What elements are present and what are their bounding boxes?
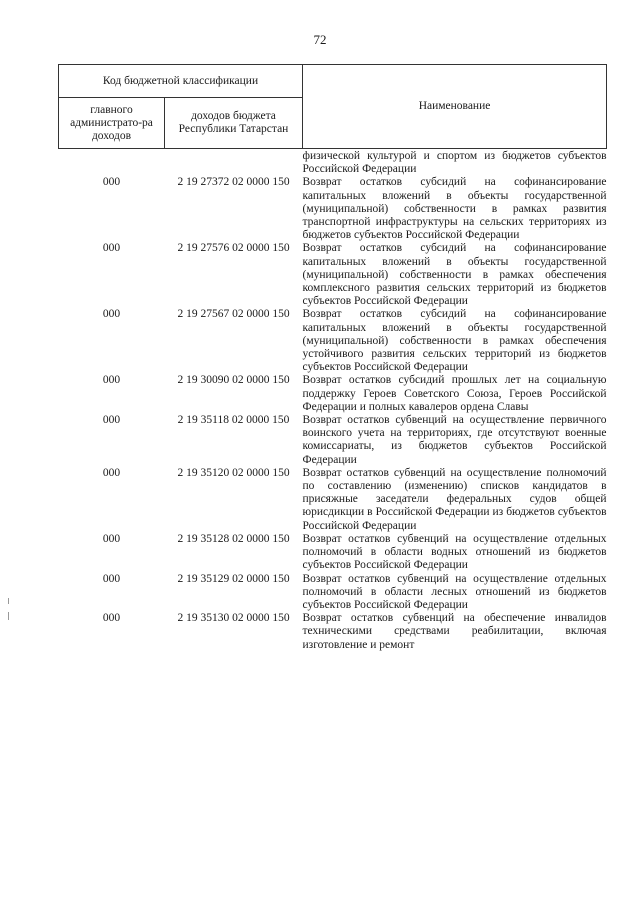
scan-margin-mark <box>8 598 9 604</box>
table-row <box>59 414 607 467</box>
admin-code-cell: 000 <box>102 308 121 321</box>
income-code-cell: 2 19 27372 02 0000 150 <box>177 176 290 189</box>
scan-margin-mark <box>8 612 9 620</box>
code-group-header: Код бюджетной классификации <box>59 65 303 98</box>
table-row <box>59 533 607 573</box>
income-code-cell: 2 19 35130 02 0000 150 <box>177 612 290 625</box>
admin-code-cell: 000 <box>102 176 121 189</box>
admin-code-cell: 000 <box>102 612 121 625</box>
table-row <box>59 242 607 308</box>
name-cell: Возврат остатков субвенций на осуществление первичного воинского учета на территориях, где отсутствуют военные комиссариаты, из бюджетов субъектов Российской Федерации <box>302 414 607 466</box>
table-row <box>59 467 607 533</box>
admin-code-cell: 000 <box>102 572 121 585</box>
table-row <box>59 612 607 652</box>
name-cell: Возврат остатков субсидий на софинансирование капитальных вложений в объекты государственной (муниципальной) собственности в рамках обеспечения устойчивого развития сельских территорий из бюджетов субъектов Российской Федерации <box>302 308 607 374</box>
admin-code-cell <box>59 149 165 177</box>
name-cell: физической культурой и спортом из бюджетов субъектов Российской Федерации <box>302 150 607 176</box>
table-row <box>59 308 607 374</box>
name-cell: Возврат остатков субвенций на осуществление отдельных полномочий в области лесных отношений из бюджетов субъектов Российской Федерации <box>302 572 607 611</box>
page-number: 72 <box>313 32 327 47</box>
name-column-header: Наименование <box>303 65 607 149</box>
income-code-cell: 2 19 35118 02 0000 150 <box>177 414 290 427</box>
admin-code-cell: 000 <box>102 532 121 545</box>
admin-code-cell: 000 <box>102 374 121 387</box>
name-cell: Возврат остатков субсидий прошлых лет на социальную поддержку Героев Советского Союза, Героев Российской Федерации и полных кавалеров ордена Славы <box>302 374 607 413</box>
income-code-cell <box>165 149 303 177</box>
name-cell: Возврат остатков субвенций на осуществление полномочий по составлению (изменению) списков кандидатов в присяжные заседатели федеральных судов общей юрисдикции в Российской Федерации из бюджетов субъектов Российской Федерации <box>302 466 607 532</box>
admin-code-cell: 000 <box>102 242 121 255</box>
name-cell: Возврат остатков субвенций на осуществление отдельных полномочий в области водных отношений из бюджетов субъектов Российской Федерации <box>302 532 607 572</box>
name-cell: Возврат остатков субсидий на софинансирование капитальных вложений в объекты государственной (муниципальной) собственности в рамках обеспечения комплексного развития сельских территорий из бюджетов субъектов Российской Федерации <box>302 242 607 308</box>
income-column-header: доходов бюджета Республики Татарстан <box>165 98 303 149</box>
name-cell: Возврат остатков субвенций на обеспечение инвалидов техническими средствами реабилитации, включая изготовление и ремонт <box>302 612 607 651</box>
income-code-cell: 2 19 35129 02 0000 150 <box>177 572 290 585</box>
name-cell: Возврат остатков субсидий на софинансирование капитальных вложений в объекты государственной (муниципальной) собственности в рамках развития транспортной инфраструктуры на сельских территориях из бюджетов субъектов Российской Федерации <box>302 176 607 242</box>
income-code-cell: 2 19 35120 02 0000 150 <box>177 466 290 479</box>
income-code-cell: 2 19 27567 02 0000 150 <box>177 308 290 321</box>
admin-column-header: главного администрато-ра доходов <box>59 98 165 149</box>
income-code-cell: 2 19 27576 02 0000 150 <box>177 242 290 255</box>
table-row <box>59 176 607 242</box>
admin-code-cell: 000 <box>102 414 121 427</box>
income-code-cell: 2 19 30090 02 0000 150 <box>177 374 290 387</box>
budget-classification-table <box>58 64 607 652</box>
table-row <box>59 149 607 177</box>
income-code-cell: 2 19 35128 02 0000 150 <box>177 532 290 545</box>
table-row <box>59 374 607 414</box>
admin-code-cell: 000 <box>102 466 121 479</box>
table-row <box>59 573 607 613</box>
